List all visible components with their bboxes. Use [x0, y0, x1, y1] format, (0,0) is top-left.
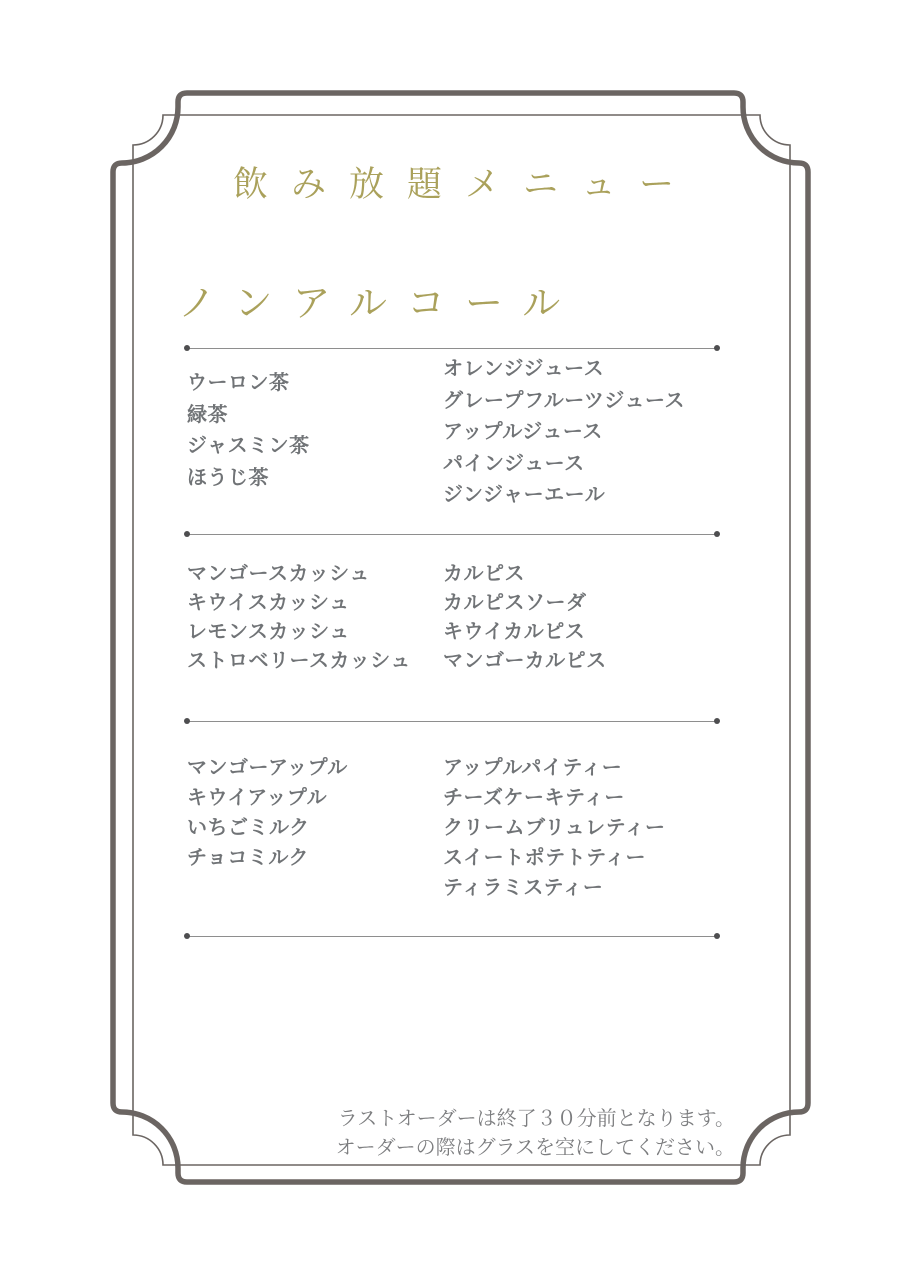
footer-notice-line2: オーダーの際はグラスを空にしてください。	[335, 1137, 735, 1159]
menu-item: チーズケーキティー	[443, 787, 625, 809]
menu-item: レモンスカッシュ	[187, 621, 350, 643]
menu-item: いちごミルク	[187, 817, 310, 839]
menu-column-milk-mix	[187, 753, 348, 873]
menu-item: スイートポテトティー	[443, 847, 646, 869]
menu-item: キウイスカッシュ	[187, 592, 350, 614]
menu-column-calpis	[443, 560, 607, 676]
menu-item: ほうじ茶	[187, 466, 269, 489]
menu-item: マンゴーアップル	[187, 757, 348, 779]
section-divider	[187, 936, 717, 937]
page-title: 飲み放題メニュー	[233, 165, 698, 204]
footer-notice-line1: ラストオーダーは終了３０分前となります。	[337, 1108, 735, 1130]
menu-item: 緑茶	[187, 403, 228, 426]
menu-item: ウーロン茶	[187, 372, 290, 394]
menu-item: カルピス	[443, 563, 525, 585]
menu-column-dessert-teas	[443, 753, 666, 903]
menu-item: キウイアップル	[187, 787, 328, 809]
menu-item: ティラミスティー	[443, 877, 604, 899]
menu-item: クリームブリュレティー	[443, 817, 666, 839]
menu-column-squash	[187, 560, 411, 676]
section-divider	[187, 534, 717, 535]
menu-item: マンゴースカッシュ	[187, 563, 370, 585]
menu-item: オレンジジュース	[443, 358, 605, 380]
menu-item: キウイカルピス	[443, 621, 586, 643]
footer-notice	[336, 1105, 735, 1163]
menu-item: パインジュース	[443, 452, 585, 475]
menu-column-teas	[187, 368, 310, 494]
menu-item: アップルパイティー	[443, 757, 623, 779]
menu-item: カルピスソーダ	[443, 592, 587, 614]
menu-item: マンゴーカルピス	[443, 650, 607, 672]
menu-item: チョコミルク	[187, 847, 309, 869]
menu-item: ジンジャーエール	[443, 484, 606, 506]
menu-column-juices	[443, 354, 685, 512]
menu-item: ストロベリースカッシュ	[187, 650, 411, 672]
menu-item: ジャスミン茶	[187, 435, 310, 457]
section-divider	[187, 721, 717, 722]
section-divider	[187, 348, 717, 349]
section-title-non-alcohol: ノンアルコール	[178, 283, 581, 325]
menu-item: アップルジュース	[443, 421, 603, 443]
menu-item: グレープフルーツジュース	[443, 389, 685, 412]
